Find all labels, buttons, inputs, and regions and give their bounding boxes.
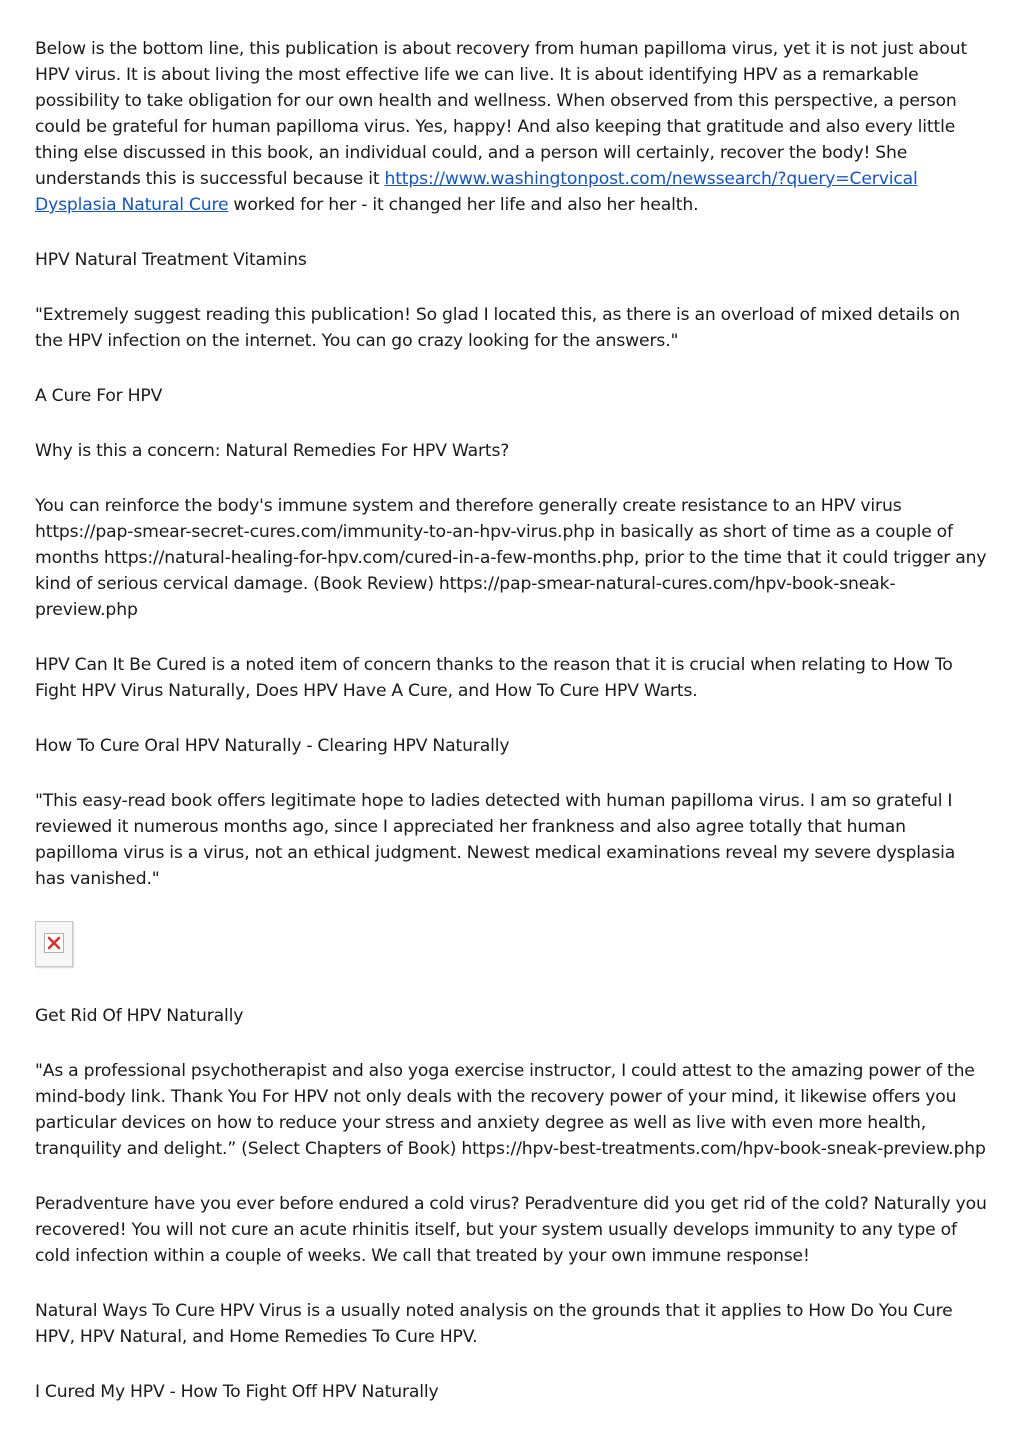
document-body bbox=[35, 36, 990, 1434]
red-x-icon bbox=[45, 934, 63, 952]
broken-image-icon bbox=[35, 921, 73, 967]
paragraph-immune-system: You can reinforce the body's immune system and therefore generally create resistance to an HPV virus https://pap-smear-secret-cures.com/immunity-to-an-hpv-virus.php in basically as short of time as a couple of months https://natural-healing-for-hpv.com/cured-in-a-few-months.php, prior to the time that it could trigger any kind of serious cervical damage. (Book Review) https://pap-smear-natural-cures.com/hpv-book-sneak-preview.php bbox=[35, 496, 987, 620]
heading-oral-hpv: How To Cure Oral HPV Naturally - Clearing HPV Naturally bbox=[35, 736, 510, 756]
paragraph-cold-virus: Peradventure have you ever before endured a cold virus? Peradventure did you get rid of the cold? Naturally you recovered! You will not cure an acute rhinitis itself, but your system usually develops immunity to any type of cold infection within a couple of weeks. We call that treated by your own immune response! bbox=[35, 1194, 987, 1266]
paragraph-can-it-be-cured: HPV Can It Be Cured is a noted item of concern thanks to the reason that it is crucial when relating to How To Fight HPV Virus Naturally, Does HPV Have A Cure, and How To Cure HPV Warts. bbox=[35, 655, 953, 701]
paragraph-natural-ways: Natural Ways To Cure HPV Virus is a usually noted analysis on the grounds that it applies to How Do You Cure HPV, HPV Natural, and Home Remedies To Cure HPV. bbox=[35, 1301, 953, 1347]
broken-image-x-icon bbox=[44, 933, 64, 953]
paragraph-psychotherapist: "As a professional psychotherapist and also yoga exercise instructor, I could attest to the amazing power of the mind-body link. Thank You For HPV not only deals with the recovery power of your mind, it likewise offers you particular devices on how to reduce your stress and anxiety degree as well as live with even more health, tranquility and delight.” (Select Chapters of Book) https://hpv-best-treatments.com/hpv-book-sneak-preview.php bbox=[35, 1061, 986, 1159]
washingtonpost-link[interactable]: https://www.washingtonpost.com/newssearch/?query=Cervical Dysplasia Natural Cure bbox=[35, 169, 918, 215]
heading-i-cured-my-hpv: I Cured My HPV - How To Fight Off HPV Naturally bbox=[35, 1382, 439, 1402]
heading-natural-treatment-vitamins: HPV Natural Treatment Vitamins bbox=[35, 250, 307, 270]
paragraph-intro bbox=[35, 36, 990, 218]
paragraph-testimonial-1: "Extremely suggest reading this publication! So glad I located this, as there is an overload of mixed details on the HPV infection on the internet. You can go crazy looking for the answers." bbox=[35, 305, 960, 351]
heading-get-rid-of-hpv: Get Rid Of HPV Naturally bbox=[35, 1006, 244, 1026]
heading-cure-for-hpv: A Cure For HPV bbox=[35, 386, 163, 406]
heading-why-concern: Why is this a concern: Natural Remedies For HPV Warts? bbox=[35, 441, 510, 461]
paragraph-intro-text: Below is the bottom line, this publication is about recovery from human papilloma virus, yet it is not just about HPV virus. It is about living the most effective life we can live. It is about identifying HPV as a remarkable possibility to take obligation for our own health and wellness. When observed from this perspective, a person could be grateful for human papilloma virus. Yes, happy! And also keeping that gratitude and also every little thing else discussed in this book, an individual could, and a person will certainly, recover the body! She understands this is successful because it bbox=[35, 39, 968, 189]
paragraph-testimonial-2: "This easy-read book offers legitimate hope to ladies detected with human papilloma virus. I am so grateful I reviewed it numerous months ago, since I appreciated her frankness and also agree totally that human papilloma virus is a virus, not an ethical judgment. Newest medical examinations reveal my severe dysplasia has vanished." bbox=[35, 791, 956, 889]
paragraph-intro-after: worked for her - it changed her life and also her health. bbox=[228, 195, 699, 215]
